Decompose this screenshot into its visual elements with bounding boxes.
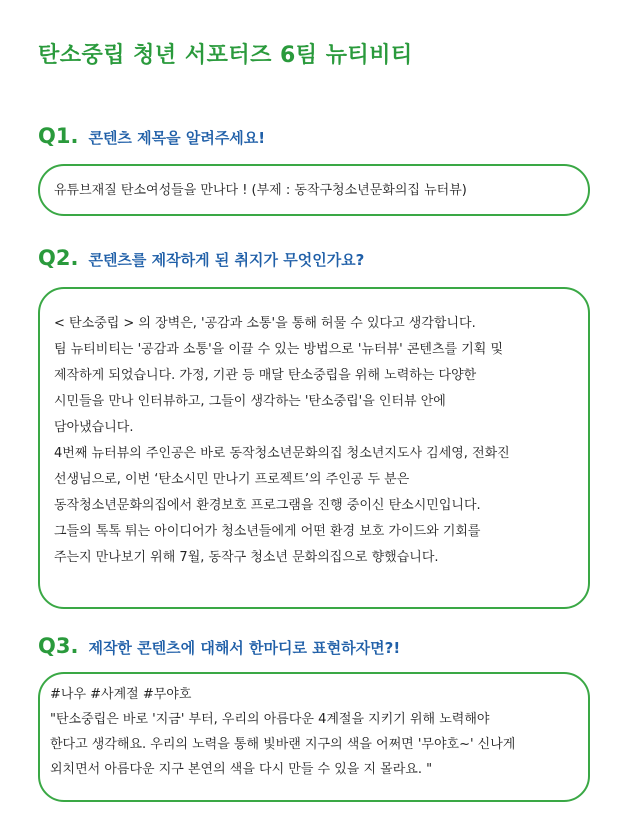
page-title: 탄소중립 청년 서포터즈 6팀 뉴티비티 (38, 43, 413, 68)
answer-2-line: 4번째 뉴터뷰의 주인공은 바로 동작청소년문화의집 청소년지도사 김세영, 전화진 (54, 446, 510, 461)
question-3-text: 제작한 콘텐츠에 대해서 한마디로 표현하자면?! (88, 639, 401, 657)
question-2-text: 콘텐츠를 제작하게 된 취지가 무엇인가요? (88, 251, 365, 269)
answer-2-line: < 탄소중립 > 의 장벽은, '공감과 소통'을 통해 허물 수 있다고 생각합니다. (54, 316, 476, 331)
answer-2-line: 담아냈습니다. (54, 420, 134, 435)
question-2-number: Q2. (38, 246, 79, 270)
question-3-number: Q3. (38, 634, 79, 658)
answer-3-line: 외치면서 아름다운 지구 본연의 색을 다시 만들 수 있을 지 몰라요. " (50, 762, 433, 777)
question-1 (38, 124, 265, 148)
answer-2-line: 제작하게 되었습니다. 가정, 기관 등 매달 탄소중립을 위해 노력하는 다양한 (54, 368, 477, 383)
answer-2-line: 시민들을 만나 인터뷰하고, 그들이 생각하는 '탄소중립'을 인터뷰 안에 (54, 394, 446, 409)
answer-1-text: 유튜브재질 탄소여성들을 만나다 ! (부제 : 동작구청소년문화의집 뉴터뷰) (54, 183, 467, 198)
answer-2-line: 주는지 만나보기 위해 7월, 동작구 청소년 문화의집으로 향했습니다. (54, 550, 439, 565)
question-2 (38, 246, 364, 270)
question-3 (38, 634, 400, 658)
answer-3-box (38, 672, 590, 802)
question-1-number: Q1. (38, 124, 79, 148)
answer-2-line: 그들의 톡톡 튀는 아이디어가 청소년들에게 어떤 환경 보호 가이드와 기회를 (54, 524, 481, 539)
answer-3-hashtags: #나우 #사계절 #무야호 (50, 687, 192, 702)
answer-3-line: 한다고 생각해요. 우리의 노력을 통해 빛바랜 지구의 색을 어쩌면 '무야호~' 신나게 (50, 737, 516, 752)
answer-2-box (38, 287, 590, 609)
answer-3-line: "탄소중립은 바로 '지금' 부터, 우리의 아름다운 4계절을 지키기 위해 노력해야 (50, 712, 490, 727)
question-1-text: 콘텐츠 제목을 알려주세요! (88, 129, 266, 147)
answer-2-line: 선생님으로, 이번 ‘탄소시민 만나기 프로젝트’의 주인공 두 분은 (54, 472, 410, 487)
answer-2-line: 동작청소년문화의집에서 환경보호 프로그램을 진행 중이신 탄소시민입니다. (54, 498, 481, 513)
answer-2-line: 팀 뉴티비티는 '공감과 소통'을 이끌 수 있는 방법으로 '뉴터뷰' 콘텐츠를 기획 및 (54, 342, 504, 357)
answer-1-box (38, 164, 590, 216)
